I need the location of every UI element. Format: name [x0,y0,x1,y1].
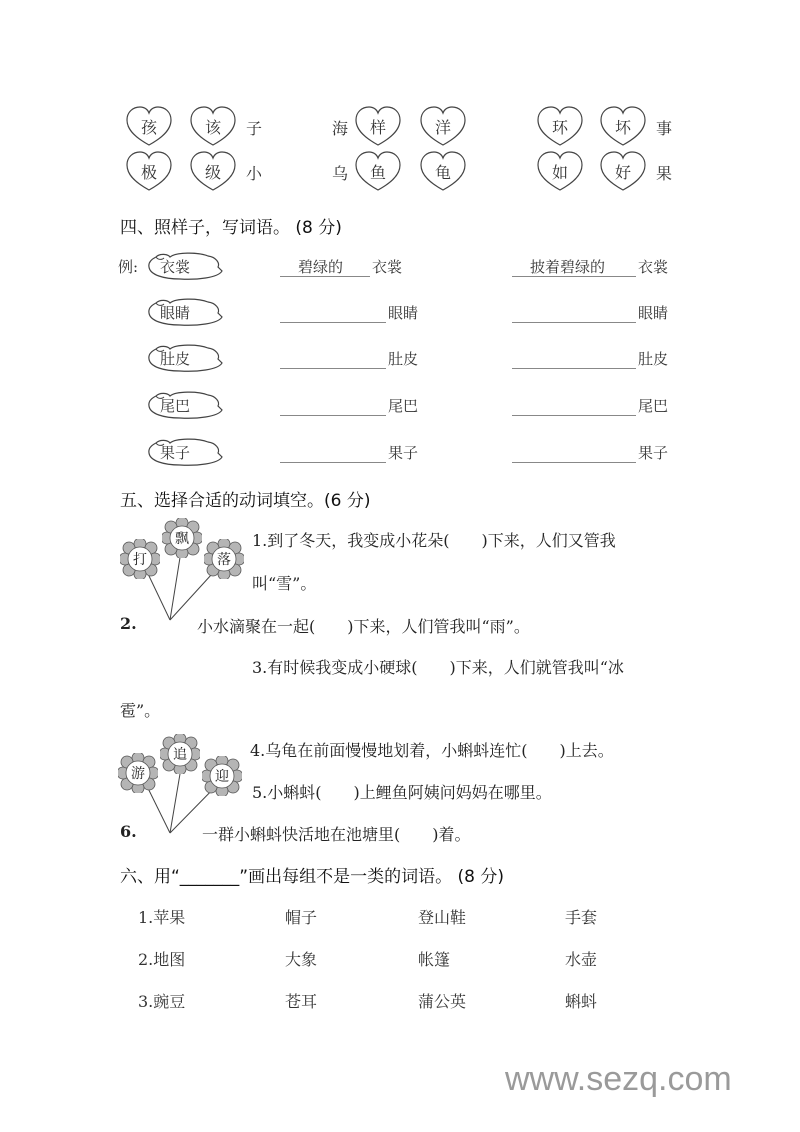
section-6-title: 六、用“_______”画出每组不是一类的词语。 (8 分) [120,867,505,887]
flower-option [120,539,160,579]
section-5-title: 五、选择合适的动词填空。(6 分) [120,491,371,511]
flower-option [162,518,202,558]
heart-option[interactable] [353,150,403,192]
word-item[interactable]: 1.苹果 [138,908,186,927]
heart-option[interactable] [188,150,238,192]
question-5: 5.小蝌蚪( )上鲤鱼阿姨问妈妈在哪里。 [252,783,552,802]
example-answer-1: 碧绿的 [298,258,344,276]
heart-option[interactable] [124,105,174,147]
cloud-word [146,437,226,467]
answer-blank[interactable] [280,442,386,463]
heart-option[interactable] [535,150,585,192]
cloud-text: 尾巴 [160,397,191,415]
cloud-word [146,297,226,327]
heart-char: 洋 [434,118,451,137]
heart-option[interactable] [418,150,468,192]
question-1-line-1: 1.到了冬天，我变成小花朵( )下来，人们又管我 [252,531,616,550]
flower-char: 游 [131,766,145,782]
question-6: 一群小蝌蚪快活地在池塘里( )着。 [202,825,471,844]
noun-label: 肚皮 [388,350,419,368]
suffix-char: 小 [246,164,263,183]
heart-option[interactable] [535,105,585,147]
heart-char: 坏 [614,118,631,137]
heart-option[interactable] [598,105,648,147]
noun-label: 尾巴 [388,397,419,415]
question-2-number: 2. [120,614,137,633]
answer-blank[interactable] [280,348,386,369]
word-item[interactable]: 登山鞋 [418,908,467,927]
noun-label: 肚皮 [638,350,669,368]
flower-char: 打 [133,552,147,568]
heart-char: 级 [204,163,221,182]
heart-char: 该 [204,118,221,137]
question-4: 4.乌龟在前面慢慢地划着，小蝌蚪连忙( )上去。 [250,741,614,760]
suffix-char: 果 [656,164,673,183]
word-item[interactable]: 手套 [565,908,598,927]
example-label: 例: [118,258,139,276]
heart-option[interactable] [418,105,468,147]
flower-char: 飘 [175,531,189,547]
word-item[interactable]: 蝌蚪 [565,992,598,1011]
question-2: 小水滴聚在一起( )下来，人们管我叫“雨”。 [197,617,530,636]
cloud-text: 衣裳 [160,258,191,276]
answer-blank[interactable] [512,395,636,416]
example-answer-2: 披着碧绿的 [530,258,606,276]
noun-label: 果子 [638,444,669,462]
section-4-title: 四、照样子，写词语。 (8 分) [120,218,342,238]
word-item[interactable]: 蒲公英 [418,992,467,1011]
noun-label: 眼睛 [388,304,419,322]
flower-option [204,539,244,579]
heart-char: 龟 [434,163,451,182]
flower-option [202,756,242,796]
heart-char: 好 [614,163,631,182]
noun-label: 果子 [388,444,419,462]
noun-label: 眼睛 [638,304,669,322]
word-item[interactable]: 2.地图 [138,950,186,969]
heart-option[interactable] [124,150,174,192]
flower-char: 落 [217,552,231,568]
cloud-text: 眼睛 [160,304,191,322]
answer-blank[interactable] [512,442,636,463]
heart-char: 极 [140,163,157,182]
answer-blank[interactable] [280,395,386,416]
example-blank-2 [512,256,636,277]
answer-blank[interactable] [280,302,386,323]
question-3-line-2: 雹”。 [120,701,161,720]
noun-label: 尾巴 [638,397,669,415]
heart-option[interactable] [188,105,238,147]
heart-char: 如 [551,163,568,182]
cloud-word [146,343,226,373]
heart-char: 样 [369,118,386,137]
flower-char: 迎 [215,769,229,785]
question-1-line-2: 叫“雪”。 [252,574,317,593]
word-item[interactable]: 大象 [285,950,318,969]
word-item[interactable]: 帐篷 [418,950,451,969]
watermark: www.sezq.com [505,1060,732,1098]
cloud-text: 肚皮 [160,350,191,368]
cloud-text: 果子 [160,444,191,462]
cloud-word [146,390,226,420]
question-3-line-1: 3.有时候我变成小硬球( )下来，人们就管我叫“冰 [252,658,624,677]
heart-char: 孩 [140,118,157,137]
flower-char: 追 [173,747,187,763]
word-item[interactable]: 水壶 [565,950,598,969]
heart-option[interactable] [353,105,403,147]
heart-char: 鱼 [369,163,386,182]
flower-option [160,734,200,774]
heart-char: 环 [551,118,568,137]
word-item[interactable]: 3.豌豆 [138,992,186,1011]
suffix-char: 事 [656,119,673,138]
noun-label: 衣裳 [372,258,403,276]
answer-blank[interactable] [512,348,636,369]
heart-option[interactable] [598,150,648,192]
answer-blank[interactable] [512,302,636,323]
suffix-char: 子 [246,119,263,138]
prefix-char: 海 [332,119,349,138]
flower-option [118,753,158,793]
noun-label: 衣裳 [638,258,669,276]
cloud-word [146,251,226,281]
word-item[interactable]: 苍耳 [285,992,318,1011]
example-blank-1 [280,256,370,277]
prefix-char: 乌 [332,164,349,183]
question-6-number: 6. [120,822,137,841]
word-item[interactable]: 帽子 [285,908,318,927]
